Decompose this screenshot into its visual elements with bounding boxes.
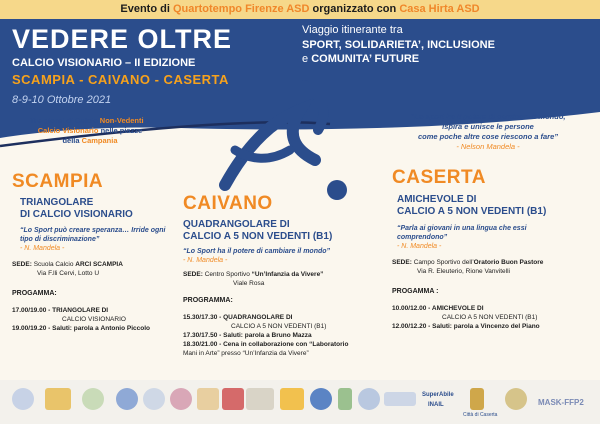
caserta-program-heading: PROGAMMA : [392, 288, 439, 295]
values-prefix: e [302, 53, 309, 65]
organizer-mid: organizzato con [312, 3, 397, 15]
intro-l1a: Tre giorni di Calcio [30, 116, 98, 125]
scampia-sede-label: SEDE: [12, 261, 32, 268]
caserta-quote [397, 224, 562, 251]
sponsor-logo [505, 388, 527, 410]
caivano-sede-label: SEDE: [183, 271, 203, 278]
edition-subtitle: CALCIO VISIONARIO – II EDIZIONE [12, 57, 196, 69]
inail-logo-text: INAIL [428, 402, 444, 408]
mask-ffp2-note: MASK-FFP2 [538, 398, 584, 407]
caserta-event-l1: AMICHEVOLE DI [397, 194, 477, 205]
caserta-quote-author: - N. Mandela - [397, 243, 442, 250]
caivano-row-1: 15.30/17.30 - QUADRANGOLARE DI [183, 314, 293, 321]
caserta-event-l2: CALCIO A 5 NON VEDENTI (B1) [397, 206, 547, 217]
scampia-program [12, 306, 150, 333]
values-line-2: COMUNITA’ FUTURE [311, 53, 420, 65]
intro-l2b: nelle piazze [100, 126, 143, 135]
caserta-row-2: 12.00/12.20 - Saluti: parola a [392, 323, 479, 330]
caivano-program-heading: PROGRAMMA: [183, 297, 233, 304]
scampia-sede-text: Scuola Calcio [33, 261, 74, 268]
caserta-row-2b: Vincenzo del Piano [480, 323, 540, 330]
sponsor-logo [222, 388, 244, 410]
caivano-row-1b: CALCIO A 5 NON VEDENTI (B1) [231, 323, 327, 330]
caserta-quote-text: “Parla ai giovani in una lingua che essi comprendono” [397, 225, 527, 241]
intro-text [20, 116, 160, 146]
caserta-logo-text: Città di Caserta [463, 412, 498, 418]
scampia-program-heading: PROGAMMA: [12, 290, 57, 297]
caivano-sede [183, 270, 323, 288]
scampia-row-1b: CALCIO VISIONARIO [62, 316, 126, 323]
caserta-title: CASERTA [392, 167, 486, 188]
cities-list: SCAMPIA - CAIVANO - CASERTA [12, 72, 229, 87]
caserta-sede-label: SEDE: [392, 259, 412, 266]
sponsor-logo [246, 388, 274, 410]
caivano-quote-author: - N. Mandela - [183, 257, 228, 264]
mandela-quote [390, 112, 586, 152]
sponsor-logo [338, 388, 352, 410]
sponsor-logo [280, 388, 304, 410]
scampia-row-2b: Antonio Piccolo [100, 325, 151, 332]
sponsor-logo [116, 388, 138, 410]
scampia-event-l1: TRIANGOLARE [20, 197, 94, 208]
caivano-quote [183, 247, 353, 265]
mandela-l1: “Lo sport ha il potere di cambiare il mondo, [410, 112, 566, 121]
scampia-event [20, 197, 133, 221]
page-title: VEDERE OLTRE [12, 24, 233, 54]
values-line-1: SPORT, SOLIDARIETA’, INCLUSIONE [302, 39, 495, 51]
caserta-address: Via R. Eleuterio, Rione Vanvitelli [417, 268, 510, 275]
scampia-sede-name: ARCI SCAMPIA [75, 261, 123, 268]
caserta-sede [392, 258, 543, 276]
sponsor-logo [143, 388, 165, 410]
caivano-title: CAIVANO [183, 193, 273, 214]
scampia-address: Via F.lli Cervi, Lotto U [37, 270, 100, 277]
mandela-author: - Nelson Mandela - [456, 142, 520, 151]
sponsor-logos-bar [0, 380, 600, 424]
caserta-sede-name: Oratorio Buon Pastore [473, 259, 544, 266]
sponsor-logo [470, 388, 484, 410]
viaggio-text: Viaggio itinerante tra [302, 24, 403, 36]
scampia-quote [20, 226, 180, 253]
caivano-row-2b: Bruno Mazza [271, 332, 312, 339]
intro-l3a: della [62, 136, 80, 145]
partner-name: Casa Hirta ASD [399, 3, 480, 15]
event-dates: 8-9-10 Ottobre 2021 [12, 94, 112, 106]
sponsor-logo [45, 388, 71, 410]
superabile-logo-text: SuperAbile [422, 392, 454, 398]
scampia-event-l2: DI CALCIO VISIONARIO [20, 209, 133, 220]
scampia-title: SCAMPIA [12, 171, 104, 192]
mandela-l2: ispira e unisce le persone [442, 122, 534, 131]
sponsor-logo [197, 388, 219, 410]
scampia-quote-author: - N. Mandela - [20, 245, 65, 252]
caivano-sede-text: Centro Sportivo [204, 271, 250, 278]
intro-l1b: Non-Vedenti [99, 116, 144, 125]
caserta-event [397, 194, 546, 218]
runner-figure-icon [225, 85, 347, 200]
caivano-row-3: 18.30/21.00 - Cena in collaborazione con “Laboratorio [183, 341, 349, 348]
organizer-prefix: Evento di [120, 3, 170, 15]
caserta-row-1b: CALCIO A 5 NON VEDENTI (B1) [442, 314, 538, 321]
intro-l3b: Campania [81, 136, 118, 145]
sponsor-logo [82, 388, 104, 410]
intro-l1c: e [145, 116, 150, 125]
values-text [302, 38, 495, 66]
caserta-sede-text: Campo Sportivo dell’ [413, 259, 474, 266]
sponsor-logo [358, 388, 380, 410]
intro-l2a: Calcio Visionario [37, 126, 99, 135]
sponsor-logo [12, 388, 34, 410]
scampia-sede [12, 260, 123, 278]
caivano-row-2: 17.30/17.50 - Saluti: parola a [183, 332, 270, 339]
caivano-event-l2: CALCIO A 5 NON VEDENTI (B1) [183, 231, 333, 242]
caserta-row-1: 10.00/12.00 - AMICHEVOLE DI [392, 305, 484, 312]
mandela-l3: come poche altre cose riescono a fare” [417, 132, 559, 141]
caivano-row-3b: Mani in Arte” presso “Un’Infanzia da Vivere” [183, 350, 309, 357]
caivano-address: Viale Rosa [233, 280, 265, 287]
caserta-program [392, 304, 540, 331]
sponsor-logo [310, 388, 332, 410]
caivano-event-l1: QUADRANGOLARE DI [183, 219, 290, 230]
caivano-event [183, 219, 332, 243]
scampia-row-2: 19.00/19.20 - Saluti: parola a [12, 325, 99, 332]
caivano-sede-name: “Un’Infanzia da Vivere” [251, 271, 324, 278]
sponsor-logo [170, 388, 192, 410]
caivano-quote-text: “Lo Sport ha il potere di cambiare il mondo” [183, 248, 331, 255]
caivano-program [183, 313, 348, 358]
scampia-row-1: 17.00/19.00 - TRIANGOLARE DI [12, 307, 109, 314]
scampia-quote-text: “Lo Sport può creare speranza… Irride ogni tipo di discriminazione” [20, 227, 166, 243]
sponsor-logo [384, 392, 416, 406]
organizer-name: Quartotempo Firenze ASD [172, 3, 310, 15]
